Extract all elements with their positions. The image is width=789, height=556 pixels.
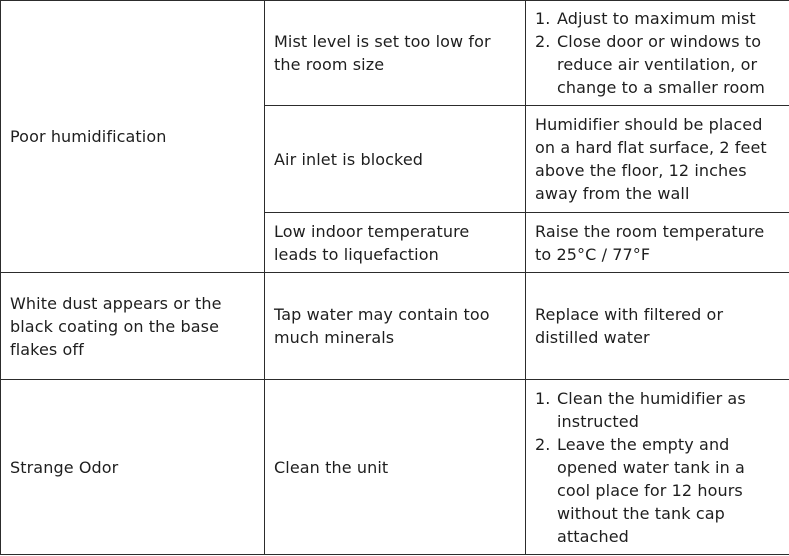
problem-cell: Strange Odor [1, 380, 265, 555]
cause-cell: Air inlet is blocked [265, 106, 526, 213]
solution-step [535, 433, 781, 548]
step-number: 2. [535, 32, 551, 51]
table-row [1, 273, 789, 380]
table-row [1, 380, 789, 555]
table-row [1, 1, 789, 106]
solution-cell: Raise the room temperature to 25°C / 77°F [526, 213, 789, 273]
cause-cell: Tap water may contain too much minerals [265, 273, 526, 380]
step-number: 1. [535, 9, 551, 28]
cause-cell: Low indoor temperature leads to liquefaction [265, 213, 526, 273]
solution-step [535, 30, 781, 99]
solution-step [535, 7, 781, 30]
solution-step [535, 387, 781, 433]
step-number: 1. [535, 388, 551, 408]
step-text: Close door or windows to reduce air ventilation, or change to a smaller room [557, 32, 765, 97]
solution-cell: Humidifier should be placed on a hard flat surface, 2 feet above the floor, 12 inches away from the wall [526, 106, 789, 213]
step-text: Leave the empty and opened water tank in a cool place for 12 hours without the tank cap attached [557, 434, 745, 546]
step-text: Clean the humidifier as instructed [557, 388, 746, 431]
solution-cell: Replace with filtered or distilled water [526, 273, 789, 380]
solution-steps [535, 387, 781, 548]
cause-cell: Mist level is set too low for the room size [265, 1, 526, 106]
solution-steps [535, 7, 781, 99]
solution-cell [526, 1, 789, 106]
step-number: 2. [535, 434, 551, 454]
problem-cell: Poor humidification [1, 1, 265, 273]
solution-cell [526, 380, 789, 555]
problem-cell: White dust appears or the black coating on the base flakes off [1, 273, 265, 380]
step-text: Adjust to maximum mist [557, 9, 756, 28]
cause-cell: Clean the unit [265, 380, 526, 555]
